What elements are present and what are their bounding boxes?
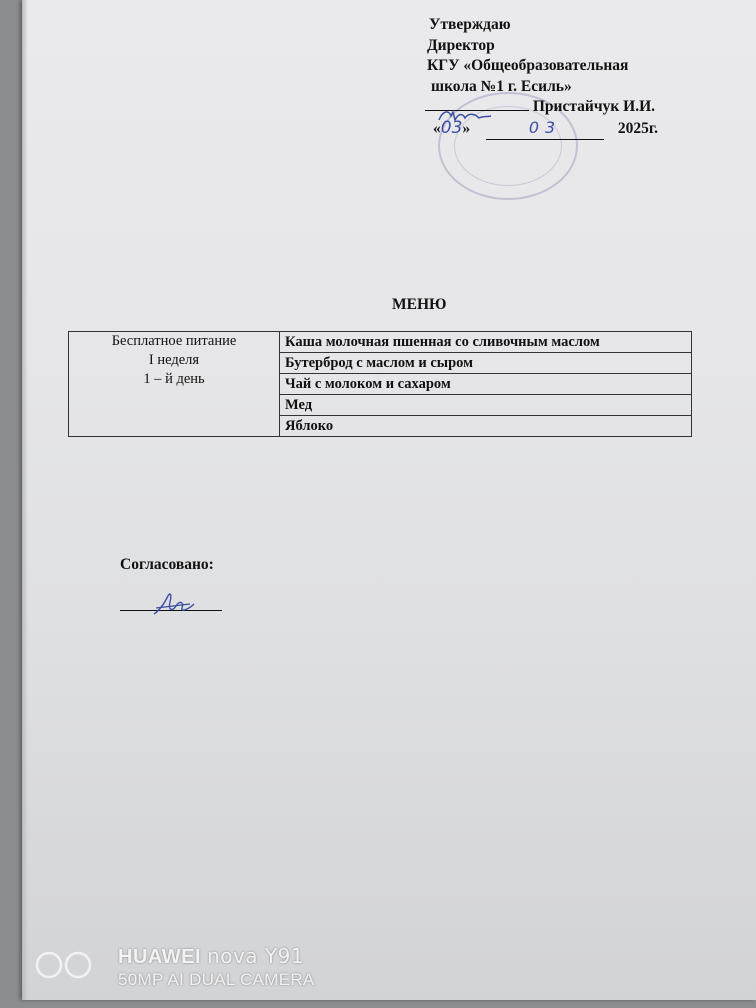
director-signature [425, 110, 529, 111]
agreed-label: Согласовано: [120, 556, 214, 573]
page-title: МЕНЮ [392, 296, 447, 313]
page-edge-shadow [22, 0, 28, 1000]
dish-cell: Бутерброд с маслом и сыром [280, 353, 692, 374]
approval-line-1: Утверждаю [429, 16, 511, 33]
approval-line-2: Директор [427, 36, 495, 54]
camera-model: nova Y91 [207, 944, 305, 968]
approval-date-line [433, 118, 663, 141]
agreed-signature-line [120, 610, 222, 611]
week-number: I неделя [148, 352, 200, 368]
handwritten-signature-icon [150, 590, 210, 620]
meal-info-cell [69, 332, 280, 437]
approval-block [405, 15, 659, 140]
date-day: 03 [440, 117, 463, 138]
document-page [22, 0, 756, 1000]
signer-name: Пристайчук И.И. [532, 98, 656, 115]
table-row [69, 332, 692, 353]
camera-brand: HUAWEI [118, 946, 201, 968]
camera-rings-icon [34, 950, 104, 980]
dish-cell: Яблоко [280, 416, 692, 437]
quote-open: « [433, 119, 441, 137]
dish-cell: Чай с молоком и сахаром [280, 374, 692, 395]
approval-signature-line [425, 97, 655, 118]
date-month-field [486, 118, 604, 141]
approval-line-4: школа №1 г. Есиль» [431, 77, 572, 95]
meal-type: Бесплатное питание [111, 333, 237, 349]
date-year: 2025г. [617, 119, 659, 137]
approval-line-3: КГУ «Общеобразовательная [427, 57, 629, 74]
date-month: 03 [528, 117, 562, 137]
dish-cell: Мед [280, 395, 692, 416]
day-number: 1 – й день [143, 371, 205, 387]
menu-table [68, 331, 692, 437]
dish-cell: Каша молочная пшенная со сливочным маслом [280, 332, 692, 353]
quote-close: » [462, 119, 471, 137]
camera-spec: 50MP AI DUAL CAMERA [118, 970, 315, 989]
camera-model-line [118, 944, 315, 969]
camera-text [118, 944, 315, 991]
